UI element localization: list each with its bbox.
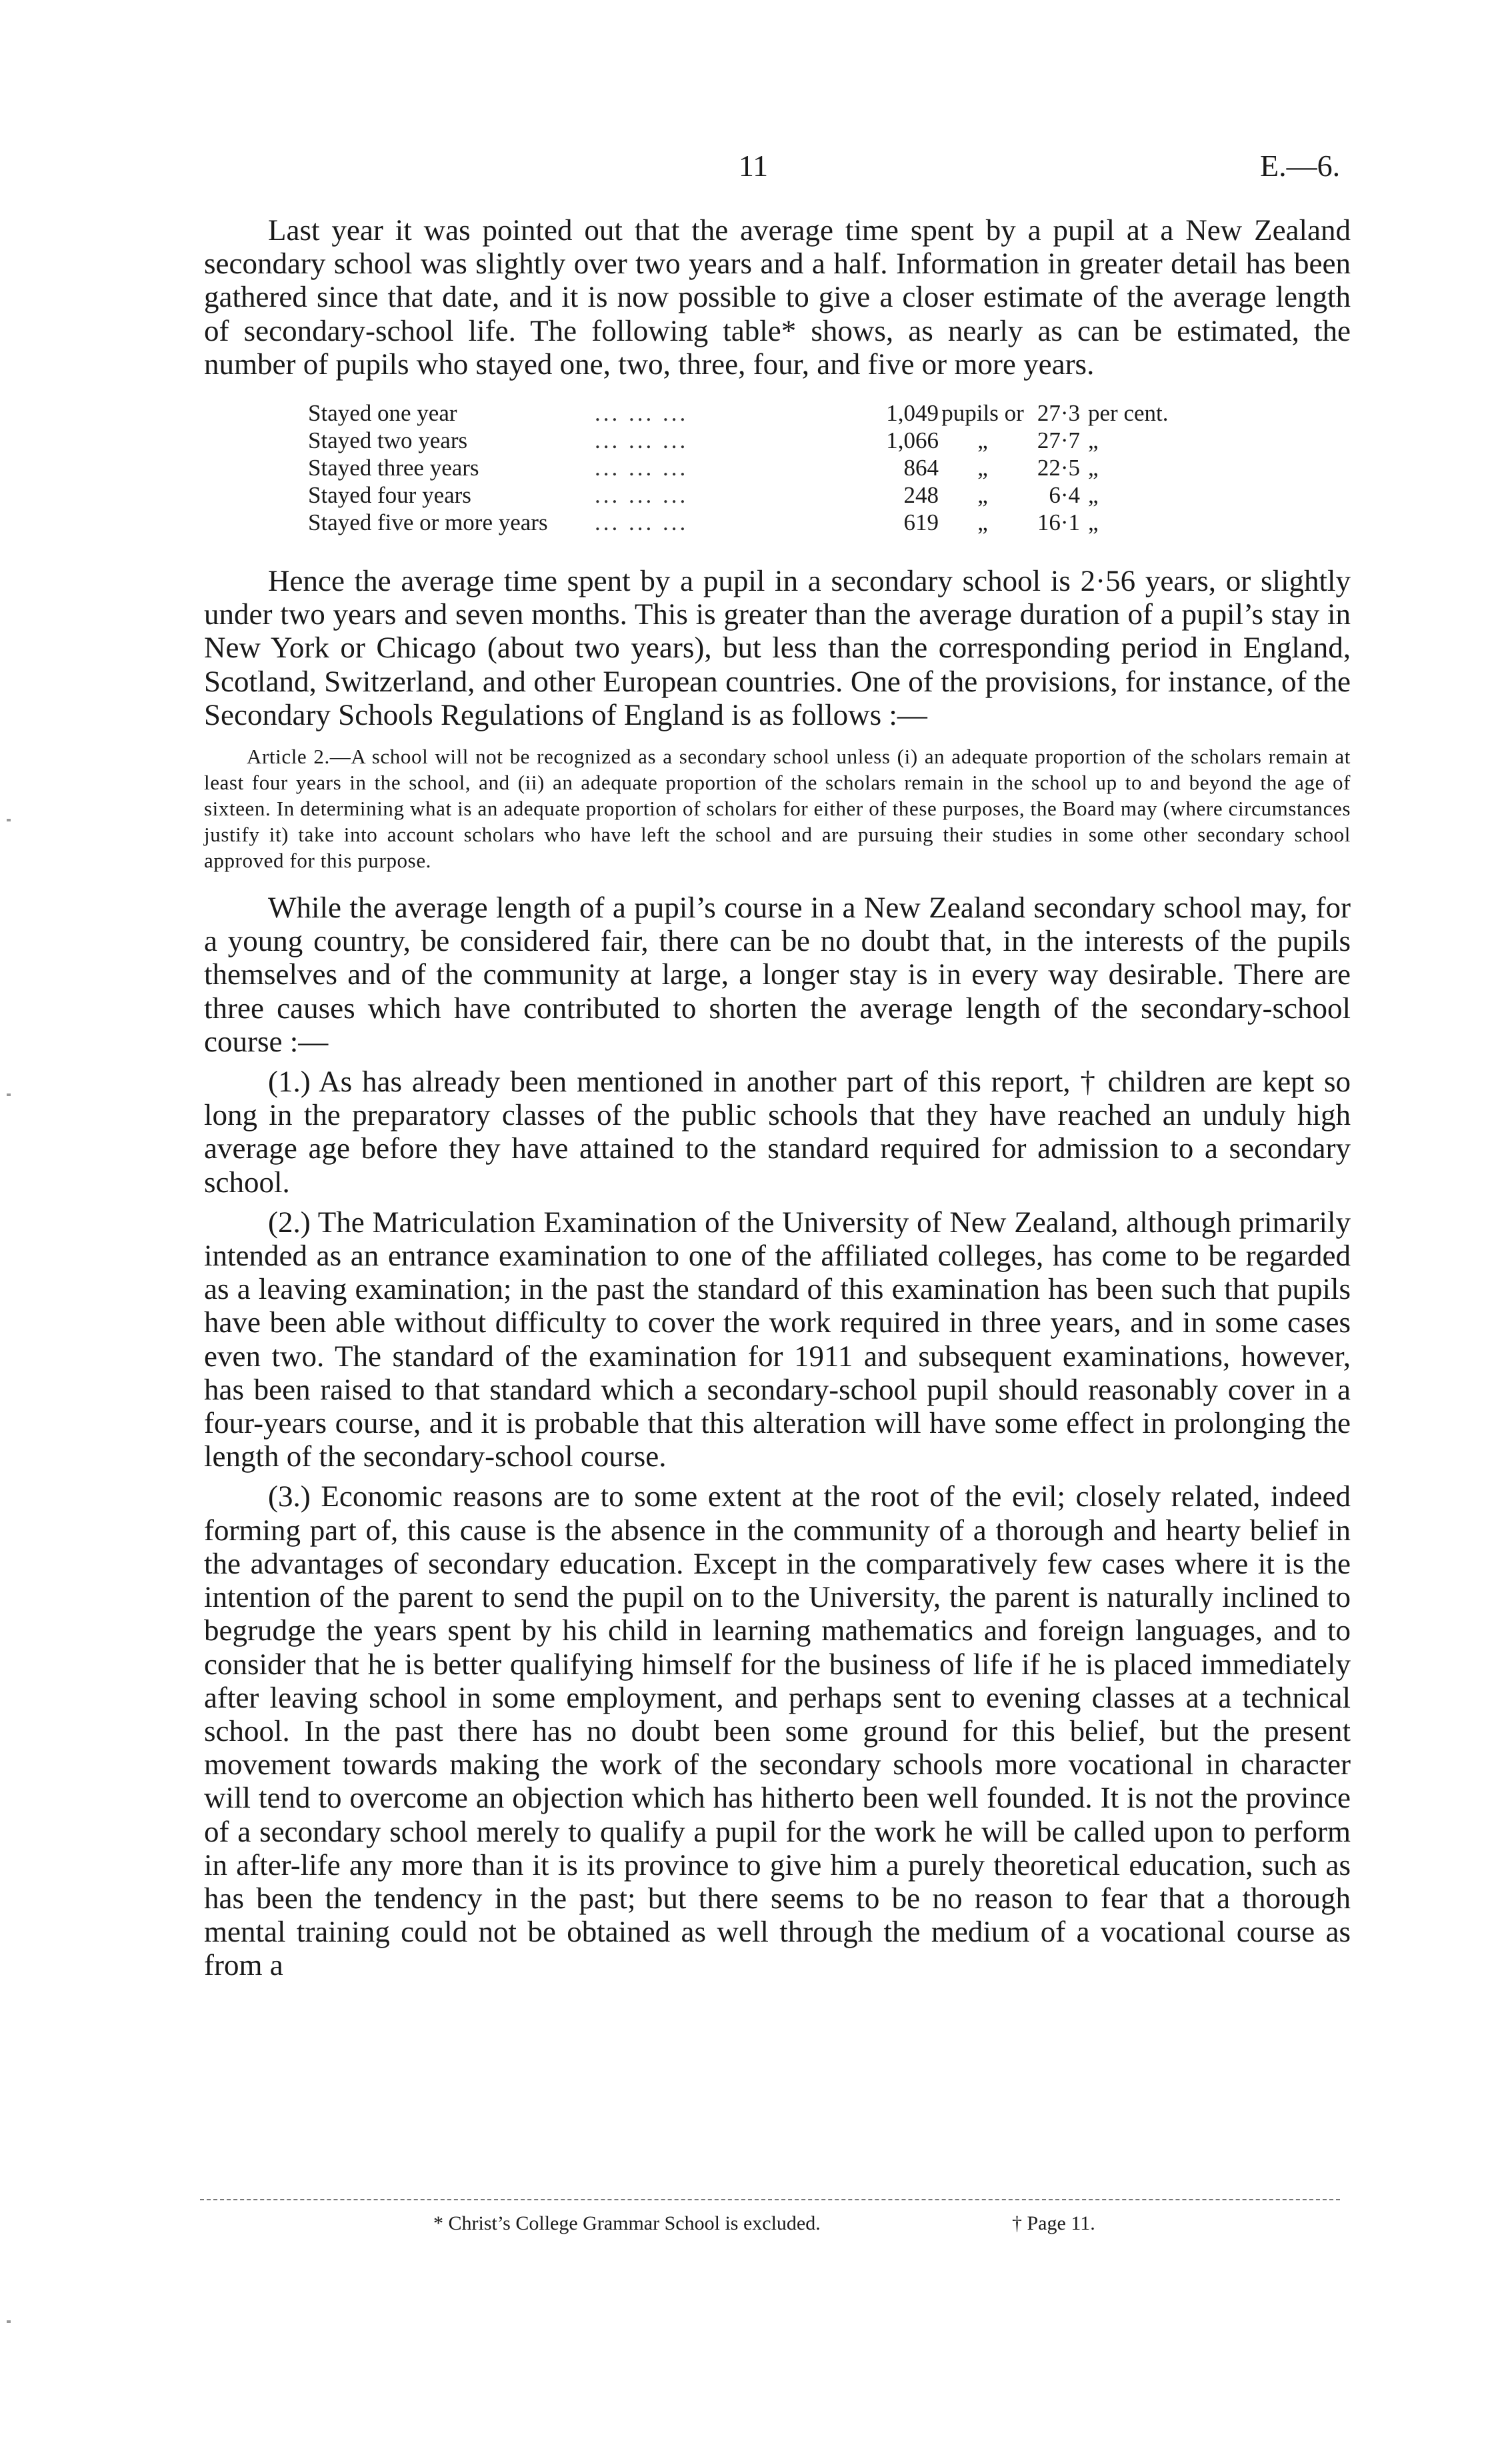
row-label: Stayed three years bbox=[308, 455, 479, 481]
pupil-count: 864 bbox=[903, 455, 939, 481]
leader-dots: ... ... ... bbox=[595, 455, 689, 481]
cause-two-paragraph: (2.) The Matriculation Examination of the University of New Zealand, although primarily intended as an entrance examination to one of the affiliated colleges, has come to be regarded as a leaving examination; in the past the standard of this examination has been such that pupils have been able without difficulty to cover the work required in three years, and in some cases even two. The standard of the examination for 1911 and subsequent examinations, however, has been raised to that standard which a secondary-school pupil should reasonably cover in a four-years course, and it is probable that this alteration will have some effect in prolonging the length of the secondary-school course. bbox=[204, 1205, 1351, 1474]
paragraph-gap bbox=[204, 1473, 1351, 1480]
footnote-dagger: † Page 11. bbox=[1012, 2212, 1095, 2234]
document-code: E.—6. bbox=[1260, 149, 1341, 183]
row-label: Stayed four years bbox=[308, 482, 471, 509]
pupil-count: 1,066 bbox=[886, 427, 939, 454]
ditto-mark: „ bbox=[977, 482, 988, 509]
ditto-mark: „ bbox=[1088, 509, 1099, 536]
ditto-mark: „ bbox=[977, 427, 988, 454]
ditto-mark: „ bbox=[1088, 427, 1099, 454]
body-text bbox=[204, 213, 1351, 1982]
margin-tick bbox=[7, 1093, 11, 1096]
table-row bbox=[308, 481, 1188, 509]
paragraph-gap bbox=[204, 1058, 1351, 1065]
percent-unit: per cent. bbox=[1088, 400, 1169, 427]
article-quote-text: Article 2.—A school will not be recognized as a secondary school unless (i) an adequate proportion of the scholars remain at least four years in the school, and (ii) an adequate proportion of the scholars remain in the school up to and beyond the age of sixteen. In determining what is an adequate proportion of scholars for either of these purposes, the Board may (where circumstances justify it) take into account scholars who have left the school and are pursuing their studies in some other secondary school approved for this purpose. bbox=[204, 745, 1351, 873]
ditto-mark: „ bbox=[977, 509, 988, 536]
row-label: Stayed one year bbox=[308, 400, 457, 427]
percentage: 16·1 bbox=[1037, 509, 1080, 536]
pupil-count: 1,049 bbox=[886, 400, 939, 427]
ditto-mark: „ bbox=[1088, 482, 1099, 509]
pupil-count: 248 bbox=[903, 482, 939, 509]
length-of-stay-table bbox=[308, 399, 1188, 536]
pupil-count: 619 bbox=[903, 509, 939, 536]
cause-three-paragraph: (3.) Economic reasons are to some extent at the root of the evil; closely related, indeed forming part of, this cause is the absence in the community of a thorough and hearty belief in the advantages of secondary education. Except in the comparatively few cases where it is the intention of the parent to send the pupil on to the University, the parent is naturally inclined to begrudge the years spent by his child in learning mathematics and foreign languages, and to consider that he is better qualifying himself for the business of life if he is placed immediately after leaving school in some employment, and perhaps sent to evening classes at a technical school. In the past there has no doubt been some ground for this belief, but the present movement towards making the work of the secondary schools more vocational in character will tend to overcome an objection which has hitherto been well founded. It is not the province of a secondary school merely to qualify a pupil for the work he will be called upon to perform in after-life any more than it is its province to give him a purely theoretical education, such as has been the tendency in the past; but there seems to be no reason to fear that a thorough mental training could not be obtained as well through the medium of a vocational course as from a bbox=[204, 1480, 1351, 1982]
margin-tick bbox=[7, 2320, 11, 2323]
while-paragraph: While the average length of a pupil’s course in a New Zealand secondary school may, for a young country, be considered fair, there can be no doubt that, in the interests of the pupils themselves and of the community at large, a longer stay is in every way desirable. There are three causes which have contributed to shorten the average length of the secondary-school course :— bbox=[204, 891, 1351, 1058]
table-row bbox=[308, 399, 1188, 427]
row-label: Stayed two years bbox=[308, 427, 468, 454]
percentage: 6·4 bbox=[1049, 482, 1080, 509]
regulations-quote bbox=[204, 743, 1351, 873]
percentage: 27·7 bbox=[1037, 427, 1080, 454]
paragraph-gap bbox=[204, 1199, 1351, 1205]
percentage: 27·3 bbox=[1037, 400, 1080, 427]
intro-paragraph: Last year it was pointed out that the average time spent by a pupil at a New Zealand secondary school was slightly over two years and a half. Information in greater detail has been gathered since that date, and it is now possible to give a closer estimate of the average length of secondary-school life. The following table* shows, as nearly as can be estimated, the number of pupils who stayed one, two, three, four, and five or more years. bbox=[204, 213, 1351, 381]
leader-dots: ... ... ... bbox=[595, 427, 689, 454]
leader-dots: ... ... ... bbox=[595, 509, 689, 536]
footnote-divider bbox=[200, 2199, 1340, 2200]
table-row bbox=[308, 427, 1188, 454]
margin-tick bbox=[7, 819, 11, 821]
cause-one-paragraph: (1.) As has already been mentioned in another part of this report, † children are kept so long in the preparatory classes of the public schools that they have reached an unduly high average age before they have attained to the standard required for admission to a secondary school. bbox=[204, 1065, 1351, 1199]
percentage: 22·5 bbox=[1037, 455, 1080, 481]
footnote-asterisk: * Christ’s College Grammar School is excluded. bbox=[433, 2212, 821, 2234]
row-label: Stayed five or more years bbox=[308, 509, 548, 536]
table-row bbox=[308, 509, 1188, 536]
pupils-label: pupils or bbox=[941, 400, 1024, 427]
ditto-mark: „ bbox=[1088, 455, 1099, 481]
page-number: 11 bbox=[738, 149, 769, 183]
table-row bbox=[308, 454, 1188, 481]
hence-paragraph: Hence the average time spent by a pupil in a secondary school is 2·56 years, or slightly under two years and seven months. This is greater than the average duration of a pupil’s stay in New York or Chicago (about two years), but less than the corresponding period in England, Scotland, Switzerland, and other European countries. One of the provisions, for instance, of the Secondary Schools Regulations of England is as follows :— bbox=[204, 564, 1351, 731]
leader-dots: ... ... ... bbox=[595, 482, 689, 509]
page-header bbox=[0, 148, 1512, 188]
leader-dots: ... ... ... bbox=[595, 400, 689, 427]
ditto-mark: „ bbox=[977, 455, 988, 481]
